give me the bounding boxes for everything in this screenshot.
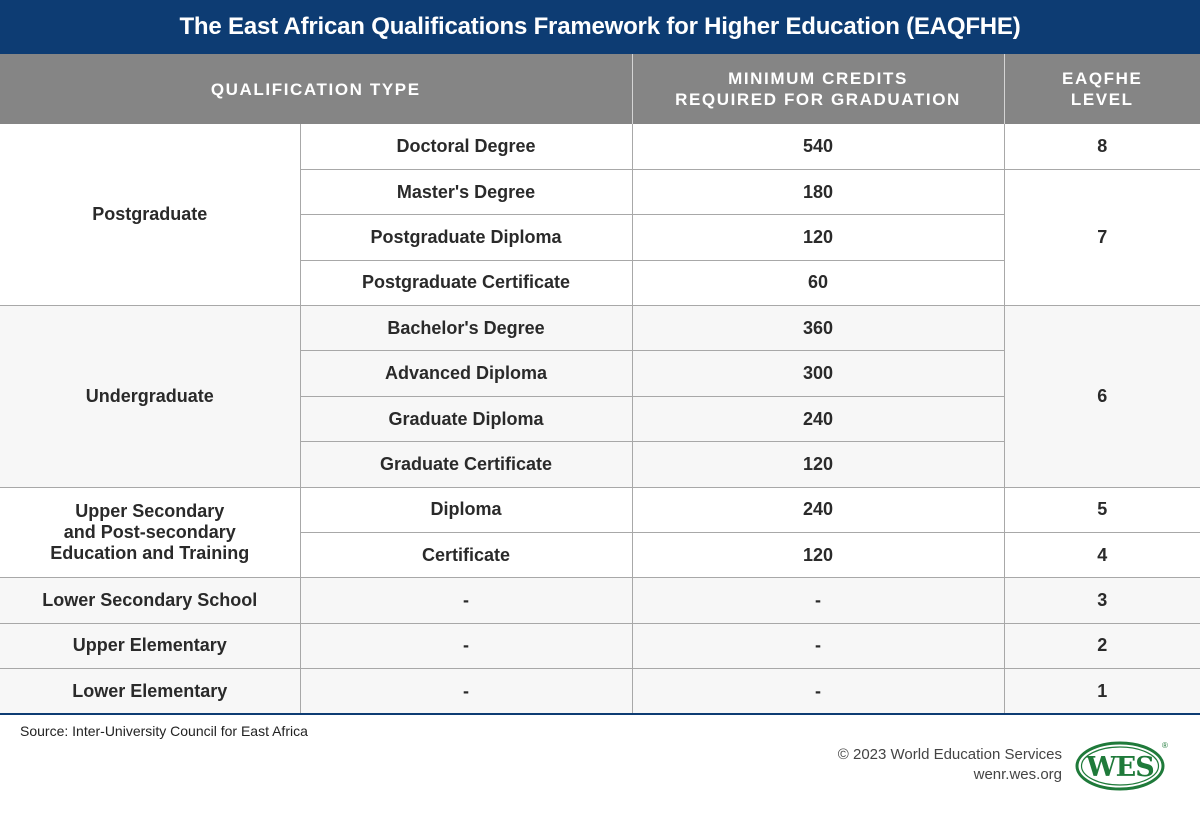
qualification-cell: Bachelor's Degree: [300, 306, 632, 351]
qualification-cell: Graduate Certificate: [300, 442, 632, 487]
group-undergraduate: Undergraduate: [0, 306, 300, 488]
credits-cell: 60: [632, 260, 1004, 305]
level-cell: 5: [1004, 487, 1200, 532]
source-note: Source: Inter-University Council for East Africa: [20, 723, 308, 739]
website-link[interactable]: wenr.wes.org: [973, 766, 1062, 783]
credits-cell: -: [632, 578, 1004, 623]
credits-cell: -: [632, 623, 1004, 668]
svg-text:®: ®: [1162, 741, 1168, 750]
page-title: The East African Qualifications Framework for Higher Education (EAQFHE): [0, 0, 1200, 54]
level-cell: 6: [1004, 306, 1200, 488]
level-cell: 1: [1004, 669, 1200, 714]
qualification-cell: Diploma: [300, 487, 632, 532]
table-row: [0, 578, 1200, 623]
copyright-block: [838, 745, 1062, 785]
qualification-cell: -: [300, 623, 632, 668]
header-qualification-type: QUALIFICATION TYPE: [0, 54, 632, 124]
header-eaqfhe-level: EAQFHE LEVEL: [1004, 54, 1200, 124]
qualification-cell: Advanced Diploma: [300, 351, 632, 396]
table-header-row: [0, 54, 1200, 124]
group-postgraduate: Postgraduate: [0, 124, 300, 306]
credits-cell: 540: [632, 124, 1004, 169]
qualification-cell: Postgraduate Diploma: [300, 215, 632, 260]
table-row: [0, 306, 1200, 351]
table-bottom-rule: [0, 713, 1200, 715]
credits-cell: 360: [632, 306, 1004, 351]
credits-cell: 120: [632, 533, 1004, 578]
svg-text:WES: WES: [1086, 752, 1154, 783]
header-min-credits: MINIMUM CREDITS REQUIRED FOR GRADUATION: [632, 54, 1004, 124]
qualifications-table: [0, 54, 1200, 714]
credits-cell: 240: [632, 487, 1004, 532]
table-row: [0, 623, 1200, 668]
credits-cell: 120: [632, 442, 1004, 487]
credits-cell: 180: [632, 169, 1004, 214]
qualification-cell: Postgraduate Certificate: [300, 260, 632, 305]
group-upper-secondary: Upper Secondary and Post-secondary Education and Training: [0, 487, 300, 578]
qualification-cell: Certificate: [300, 533, 632, 578]
level-cell: 2: [1004, 623, 1200, 668]
group-lower-elementary: Lower Elementary: [0, 669, 300, 714]
credits-cell: -: [632, 669, 1004, 714]
copyright-text: © 2023 World Education Services: [837, 746, 1062, 763]
level-cell: 7: [1004, 169, 1200, 305]
table-row: [0, 124, 1200, 169]
level-cell: 8: [1004, 124, 1200, 169]
level-cell: 3: [1004, 578, 1200, 623]
qualification-cell: -: [300, 669, 632, 714]
credits-cell: 120: [632, 215, 1004, 260]
level-cell: 4: [1004, 533, 1200, 578]
qualification-cell: Graduate Diploma: [300, 396, 632, 441]
qualification-cell: -: [300, 578, 632, 623]
wes-logo-icon: [1075, 738, 1167, 792]
credits-cell: 300: [632, 351, 1004, 396]
credits-cell: 240: [632, 396, 1004, 441]
group-upper-elementary: Upper Elementary: [0, 623, 300, 668]
group-lower-secondary: Lower Secondary School: [0, 578, 300, 623]
table-row: [0, 669, 1200, 714]
qualification-cell: Doctoral Degree: [300, 124, 632, 169]
table-row: [0, 487, 1200, 532]
qualification-cell: Master's Degree: [300, 169, 632, 214]
